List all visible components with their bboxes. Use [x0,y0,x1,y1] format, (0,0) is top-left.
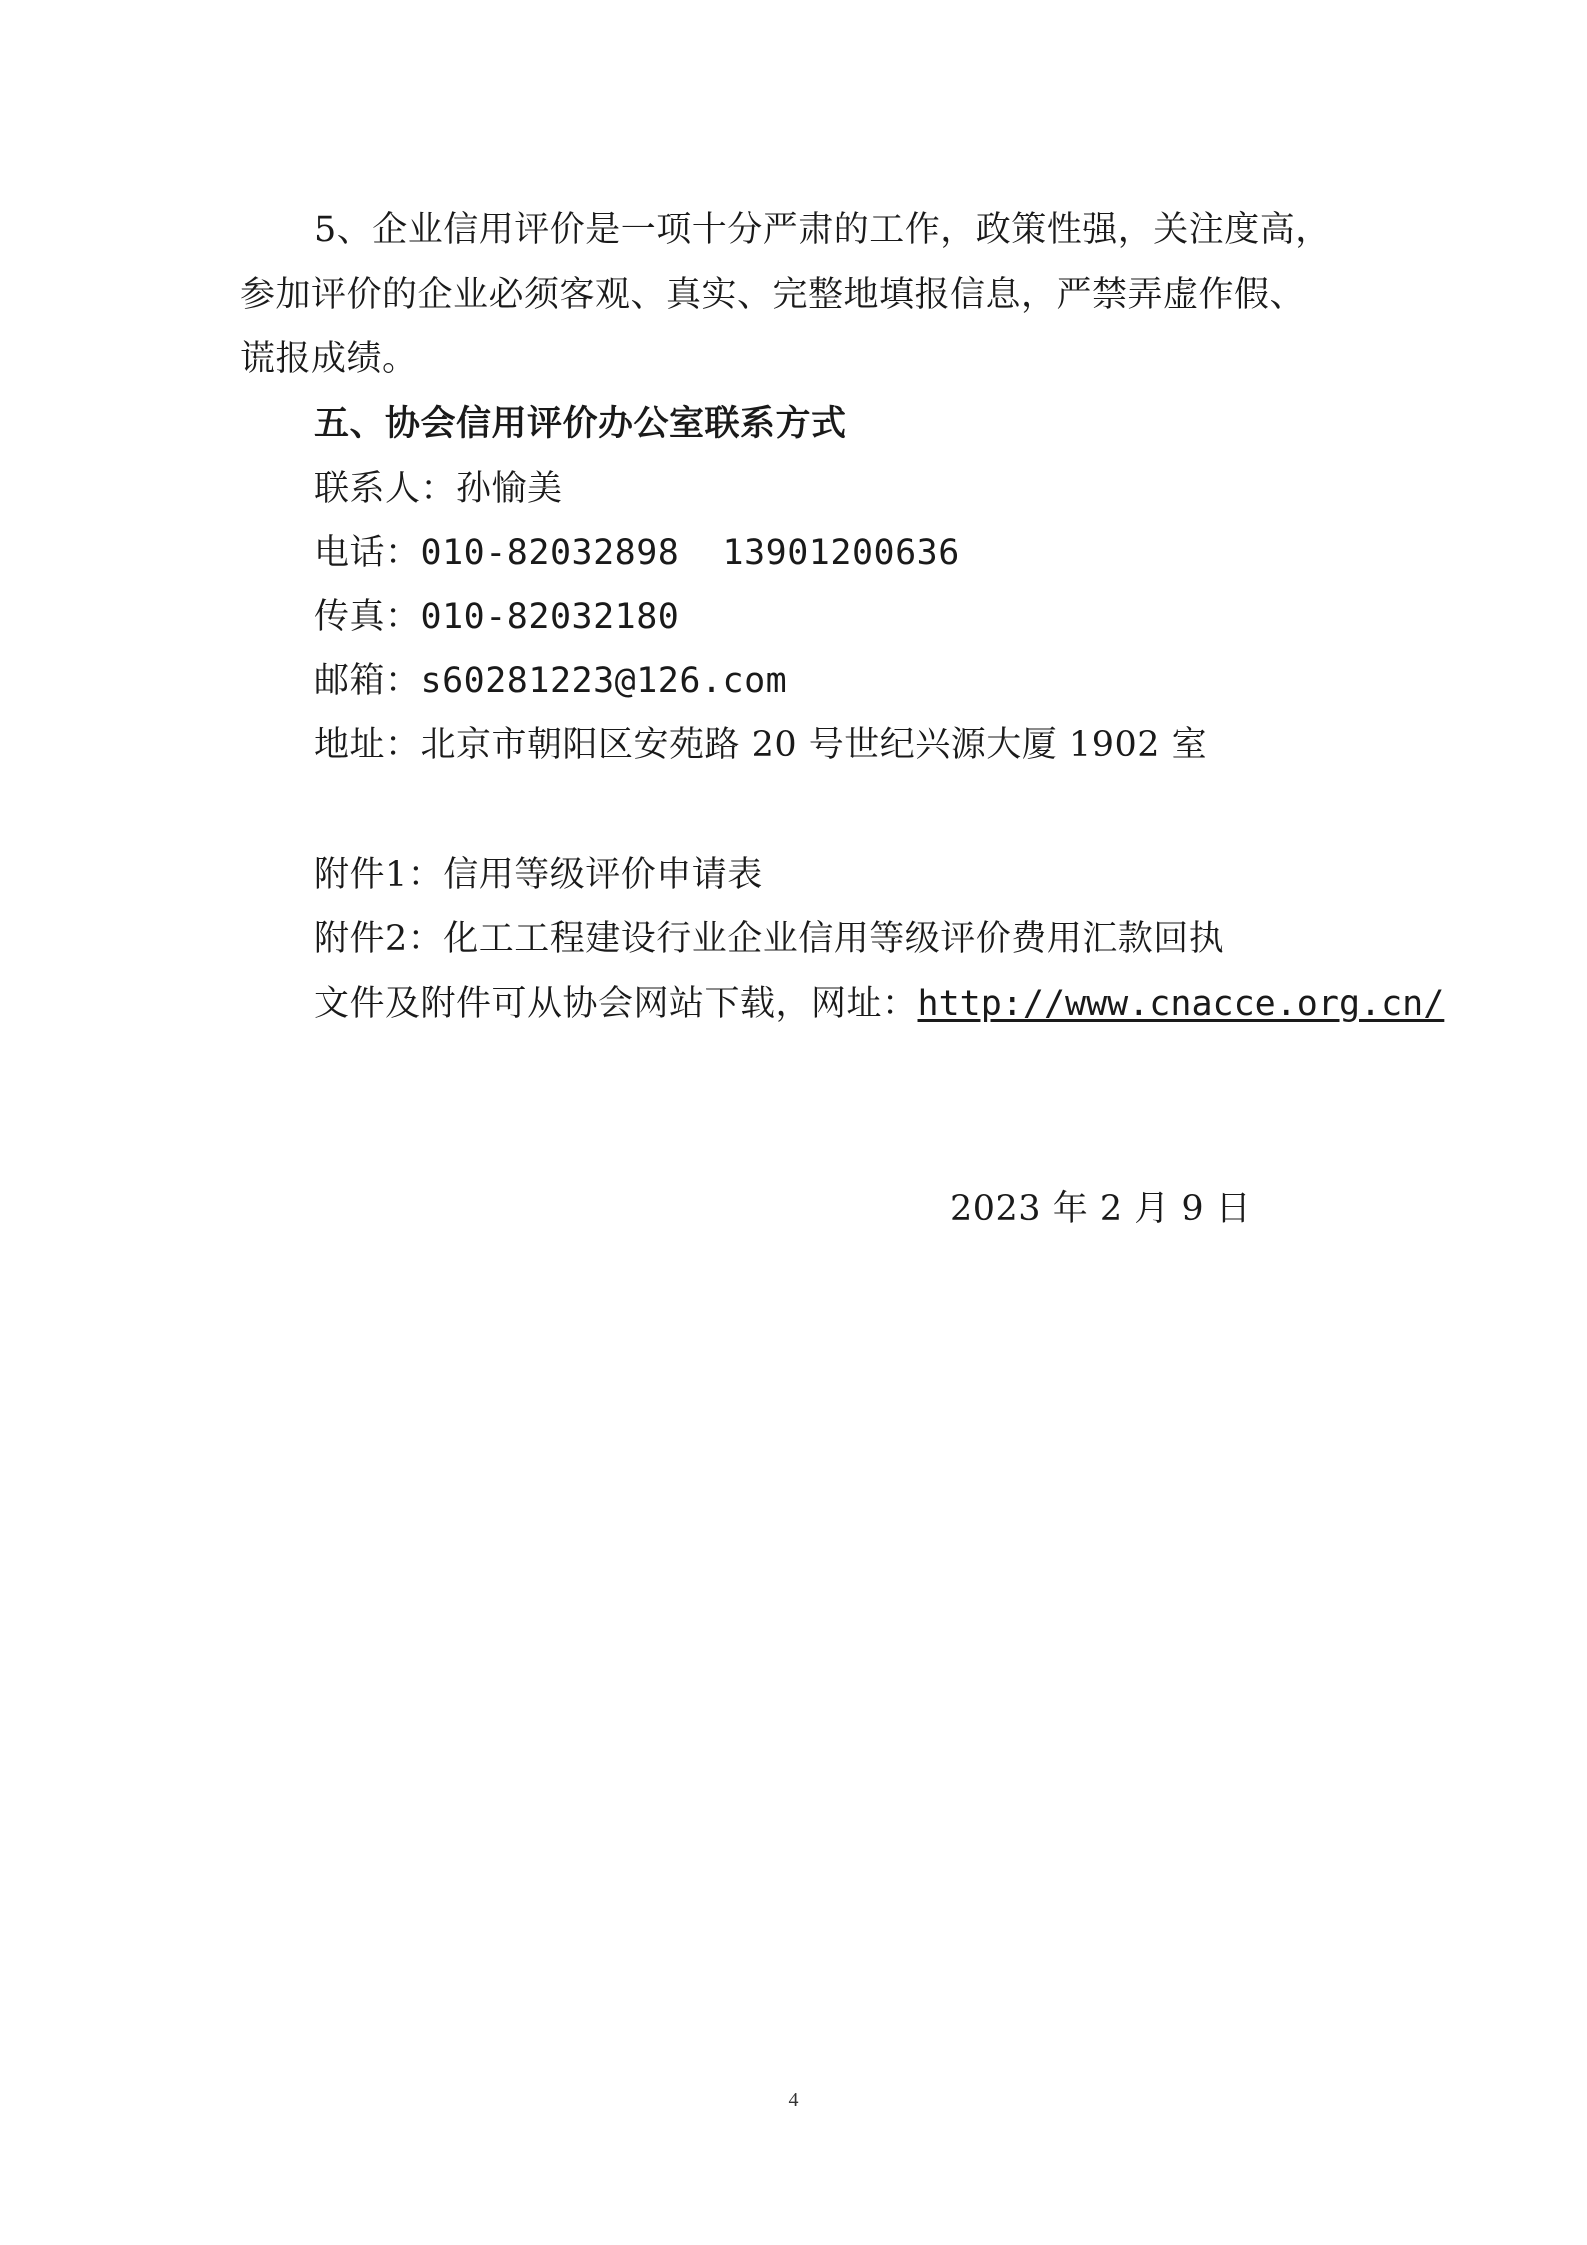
download-row [314,981,1444,1027]
paragraph-5-line-1: 5、企业信用评价是一项十分严肃的工作，政策性强，关注度高， [314,210,1331,250]
contact-person-label: 联系人： [314,469,457,509]
section-heading-contact: 五、协会信用评价办公室联系方式 [314,404,847,444]
website-link[interactable]: http://www.cnacce.org.cn/ [917,984,1445,1024]
contact-phone-row [314,530,960,576]
contact-email-row [314,658,787,704]
document-date: 2023 年 2 月 9 日 [950,1189,1252,1229]
contact-phone-value: 010-82032898 13901200636 [420,533,960,573]
contact-fax-row [314,594,679,640]
contact-address-value: 北京市朝阳区安苑路 20 号世纪兴源大厦 1902 室 [420,725,1208,765]
contact-person-value: 孙愉美 [456,469,563,509]
download-text: 文件及附件可从协会网站下载，网址： [314,984,918,1024]
contact-email-value: s60281223@126.com [420,661,788,701]
paragraph-5-line-2: 参加评价的企业必须客观、真实、完整地填报信息，严禁弄虚作假、 [240,275,1306,315]
attachment-2: 附件2：化工工程建设行业企业信用等级评价费用汇款回执 [314,919,1225,959]
attachment-1: 附件1：信用等级评价申请表 [314,855,763,895]
contact-fax-value: 010-82032180 [420,597,680,637]
contact-address-label: 地址： [314,725,421,765]
contact-fax-label: 传真： [314,597,421,637]
paragraph-5-line-3: 谎报成绩。 [240,339,418,379]
contact-phone-label: 电话： [314,533,421,573]
contact-email-label: 邮箱： [314,661,421,701]
contact-person-row [314,466,563,512]
page-number: 4 [788,2089,799,2111]
contact-address-row [314,722,1207,768]
